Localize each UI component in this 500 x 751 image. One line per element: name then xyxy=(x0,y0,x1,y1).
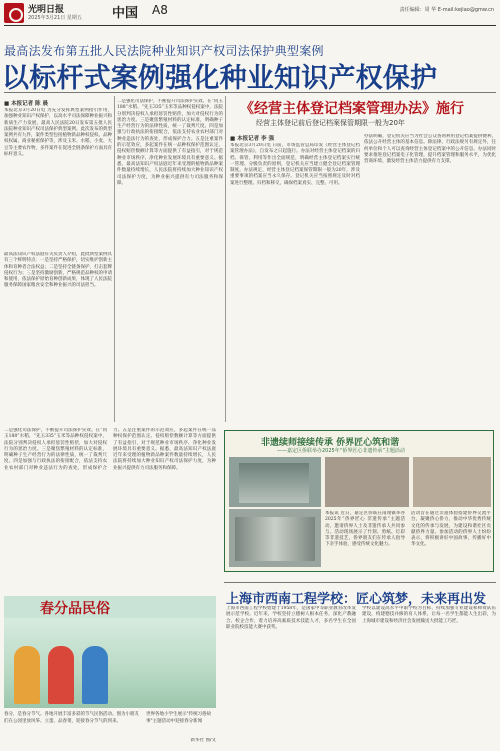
column-divider xyxy=(225,96,226,422)
spring-poster xyxy=(4,596,216,708)
child-figure xyxy=(48,646,74,704)
left-body-1: 本报北京3月20日电 为充分发挥典型案例指引作用，加强种业知识产权保护，以高水平司法保障种业振兴和新质生产力发展，最高人民法院20日发布第五批人民法院种业知识产权司法保护典型案例。此次发布的典型案例共有九件，案件类型包括植物新品种权侵权、品种权权属、商业秘密保护等，涉及玉米、水稻、小麦、大豆等主要农作物，多件案件在促进全链条保护方面具有标杆意义。 xyxy=(4,108,112,158)
column-divider xyxy=(114,96,115,422)
headline-divider xyxy=(4,92,496,93)
left-byline: ■ 本报记者 陈 晨 xyxy=(4,101,48,107)
exhibit-body-1: 本报讯 近日，嘉定区侨联在南翔镇举办2025年“侨界匠心 非遗传承”主题活动，邀请侨界人士及非遗传承人共同参与。活动现场展示了竹刻、剪纸、灯彩等非遗技艺，侨界朋友们在传承人指导下亲手体验，感受传统文化魅力。 xyxy=(325,511,405,548)
section-name: 中国 xyxy=(112,6,139,21)
middle-body: 二是强化司法保护，不断提升司法保护实效。在“同玉188”水稻、“先玉335”玉米等品种权侵权案中，法院分别判决侵权人承担惩罚性赔偿，加大对侵权行为的惩治力度。三是聚焦繁殖材料的认定标准，明确种子生产经营行为的法律性质，统一了裁判尺度。四是加强与行政执法的衔接配合，依法支持农业农村部门对种业违法行为的查处，形成保护合力。五是注重案件的示范效应，多起案件在统一品种权保护范围认定、侵权赔偿数额计算等方面提供了有益指引，对于规范种业市场秩序、净化种业发展环境具有重要意义。据悉，最高法知识产权法庭近年来受理的植物新品种案件数量持续增长，人民法院将持续加大种业知识产权司法保护力度，为种业振兴提供有力司法服务和保障。 xyxy=(117,99,223,186)
masthead xyxy=(0,0,500,28)
shanghai-title: 上海市西南工程学校：匠心筑梦，未来再出发 xyxy=(226,592,487,607)
poster-credit: 新华社 图/文 xyxy=(190,738,216,743)
exhibit-title: 非遗续师接续传承 侨界匠心筑和谐 xyxy=(261,438,400,448)
newspaper-logo-icon xyxy=(4,3,24,23)
shanghai-body-2: 学校以建设高水平中职学校为目标，持续加强专业建设和师资队伍建设，构建德技并修的育人体系，让每一名学生都能人生出彩，为上海城市建设和经济社会发展输送大批能工巧匠。 xyxy=(362,606,496,624)
editor-line: 责任编辑：周 华 E-mail:kejiao@gmw.cn xyxy=(399,7,494,13)
left-body-2: 最高法知识产权法庭有关负责人介绍，此批典型案例具有三个鲜明特点：一是坚持严格保护，切实维护创新主体和育种者合法权益；二是坚持全链条保护，打击套牌侵权行为；三是坚持激励创新，严格规范品种权的申请和使用，依法保护原始育种创新成果，体现了人民法院服务保障国家粮食安全和种业振兴的司法担当。 xyxy=(4,252,112,289)
doc-story-title: 《经营主体登记档案管理办法》施行 xyxy=(240,101,464,117)
doc-body-right: 办法明确，登记机关应当为社会公众查询利用登记档案提供便利，依法公开经营主体的基本信息。除法律、行政法规另有规定外，任何单位和个人可以查询经营主体登记档案中的公开信息。办法同时要求推进登记档案电子化管理，提升档案管理和服务水平，为优化营商环境、激发经营主体活力提供有力支撑。 xyxy=(364,134,496,165)
poster-caption: 春分，是春分节气。各地开展丰富多彩的节气民俗活动。图为小朋友们在公园里放风筝、立蛋、品春菜，迎接春分节气的到来。 xyxy=(4,712,139,724)
exhibit-photo xyxy=(413,457,491,507)
exhibit-story-box xyxy=(224,430,494,572)
issue-date: 2025年3月21日 星期五 xyxy=(28,15,82,21)
page-number: A8 xyxy=(152,3,168,17)
poster-title: 春分品民俗 xyxy=(40,601,110,617)
headline-kicker: 最高法发布第五批人民法院种业知识产权司法保护典型案例 xyxy=(4,44,324,58)
exhibit-photo xyxy=(229,509,321,567)
paper-name: 光明日报 xyxy=(28,5,65,15)
child-figure xyxy=(14,646,40,704)
masthead-divider xyxy=(4,25,496,26)
main-headline: 以标杆式案例强化种业知识产权保护 xyxy=(2,63,438,94)
doc-body-left: 本报北京3月20日电 日前，市场监管总局印发《经营主体登记档案管理办法》，自发布之日起施行。办法对经营主体登记档案的归档、保管、利用等作出全面规范，明确经营主体登记档案实行统一管理、分级负责的原则，登记机关应当建立健全登记档案管理制度。办法规定，经营主体登记档案保管期限一般为20年，涉及重要事项的档案应当永久保存。登记机关应当按照规定及时对档案进行整理、归档和移交，确保档案真实、完整、可用。 xyxy=(230,143,360,186)
doc-byline: ■ 本报记者 李 强 xyxy=(230,136,274,142)
poster-illustration xyxy=(4,618,216,708)
exhibit-photo xyxy=(229,457,321,507)
exhibit-subtitle: ——嘉定区侨联举办2025年“侨界匠心非遗传承”主题活动 xyxy=(277,448,405,454)
section-divider xyxy=(224,582,496,583)
exhibit-body-2: 活动旨在通过非遗体验搭建侨界交流平台，凝聚侨心侨力，推动中华优秀传统文化的传承与发展，为建设和谐社区贡献侨界力量。参加活动的侨界人士纷纷表示，将积极讲好中国故事、传播好中华文化。 xyxy=(411,511,491,548)
shanghai-body-1: 上海市西南工程学校始建于1958年，是国家中等职业教育改革发展示范学校。近年来，学校坚持立德树人根本任务，深化产教融合、校企合作，着力培养高素质技术技能人才，多名学生在全国职业院校技能大赛中获奖。 xyxy=(226,606,356,630)
left-lower-body: 二是强化司法保护，不断提升司法保护实效。在“同玉188”水稻、“先玉335”玉米等品种权侵权案中，法院分别判决侵权人承担惩罚性赔偿，加大对侵权行为的惩治力度。三是聚焦繁殖材料的认定标准，明确种子生产经营行为的法律性质，统一了裁判尺度。四是加强与行政执法的衔接配合，依法支持农业农村部门对种业违法行为的查处，形成保护合力。五是注重案件的示范效应，多起案件在统一品种权保护范围认定、侵权赔偿数额计算等方面提供了有益指引，对于规范种业市场秩序、净化种业发展环境具有重要意义。据悉，最高法知识产权法庭近年来受理的植物新品种案件数量持续增长，人民法院将持续加大种业知识产权司法保护力度，为种业振兴提供有力司法服务和保障。 xyxy=(4,428,216,471)
doc-story-subtitle: 经营主体登记前后登记档案保管期限一般为20年 xyxy=(256,119,405,127)
child-figure xyxy=(82,646,108,704)
exhibit-photo xyxy=(325,457,409,507)
poster-verse: 世界各地小学生展示"传统习俗故事"主题活动中迎接春分新闻 xyxy=(146,712,212,724)
